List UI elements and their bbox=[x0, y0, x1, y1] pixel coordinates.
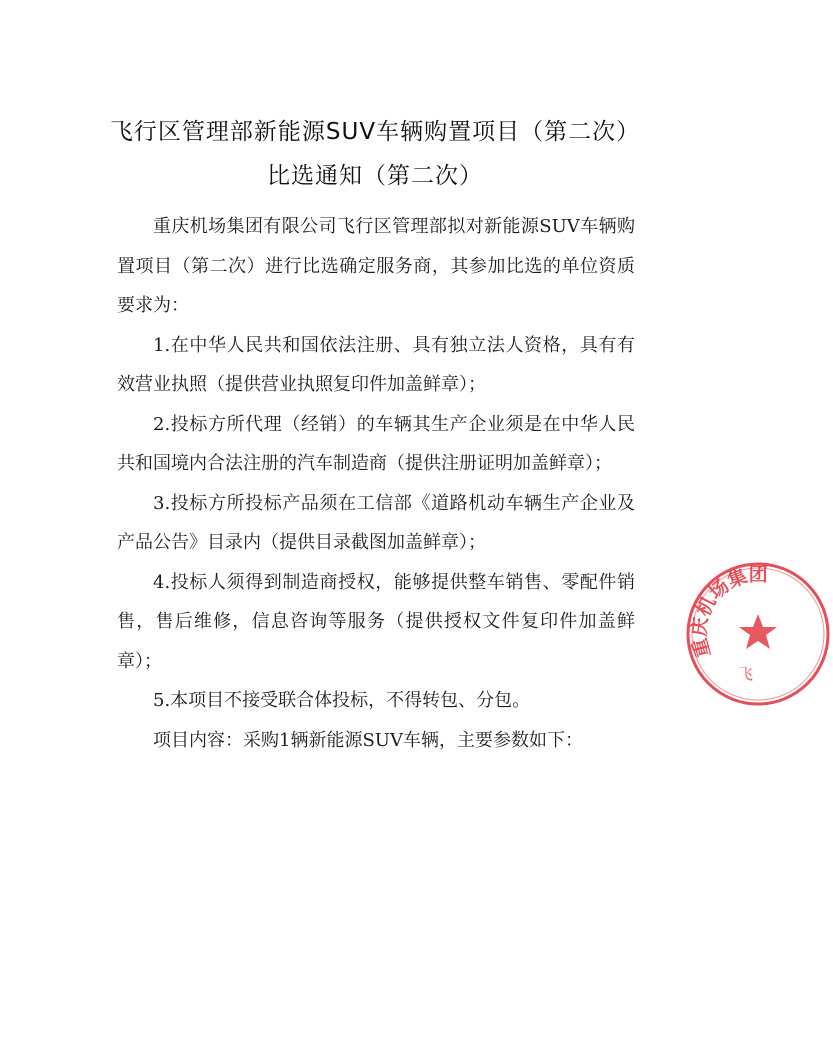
requirement-4: 4.投标人须得到制造商授权，能够提供整车销售、零配件销售，售后维修，信息咨询等服务（提供授权文件复印件加盖鲜章）； bbox=[117, 571, 635, 672]
document-body bbox=[117, 207, 635, 760]
svg-text:飞: 飞 bbox=[738, 665, 754, 683]
requirement-3: 3.投标方所投标产品须在工信部《道路机动车辆生产企业及产品公告》目录内（提供目录截图加盖鲜章）； bbox=[117, 492, 635, 553]
svg-text:重庆机场集团: 重庆机场集团 bbox=[688, 563, 768, 660]
document-subtitle: 比选通知（第二次） bbox=[267, 163, 483, 189]
official-seal-stamp bbox=[683, 559, 833, 709]
requirement-1: 1.在中华人民共和国依法注册、具有独立法人资格，具有有效营业执照（提供营业执照复印件加盖鲜章）； bbox=[117, 334, 635, 395]
requirement-2: 2.投标方所代理（经销）的车辆其生产企业须是在中华人民共和国境内合法注册的汽车制造商（提供注册证明加盖鲜章）； bbox=[117, 413, 635, 474]
intro-paragraph: 重庆机场集团有限公司飞行区管理部拟对新能源SUV车辆购置项目（第二次）进行比选确定服务商，其参加比选的单位资质要求为： bbox=[117, 216, 635, 316]
document-title: 飞行区管理部新能源SUV车辆购置项目（第二次） bbox=[109, 119, 641, 145]
project-content: 项目内容：采购1辆新能源SUV车辆，主要参数如下： bbox=[153, 729, 583, 751]
requirement-5: 5.本项目不接受联合体投标，不得转包、分包。 bbox=[153, 690, 531, 711]
